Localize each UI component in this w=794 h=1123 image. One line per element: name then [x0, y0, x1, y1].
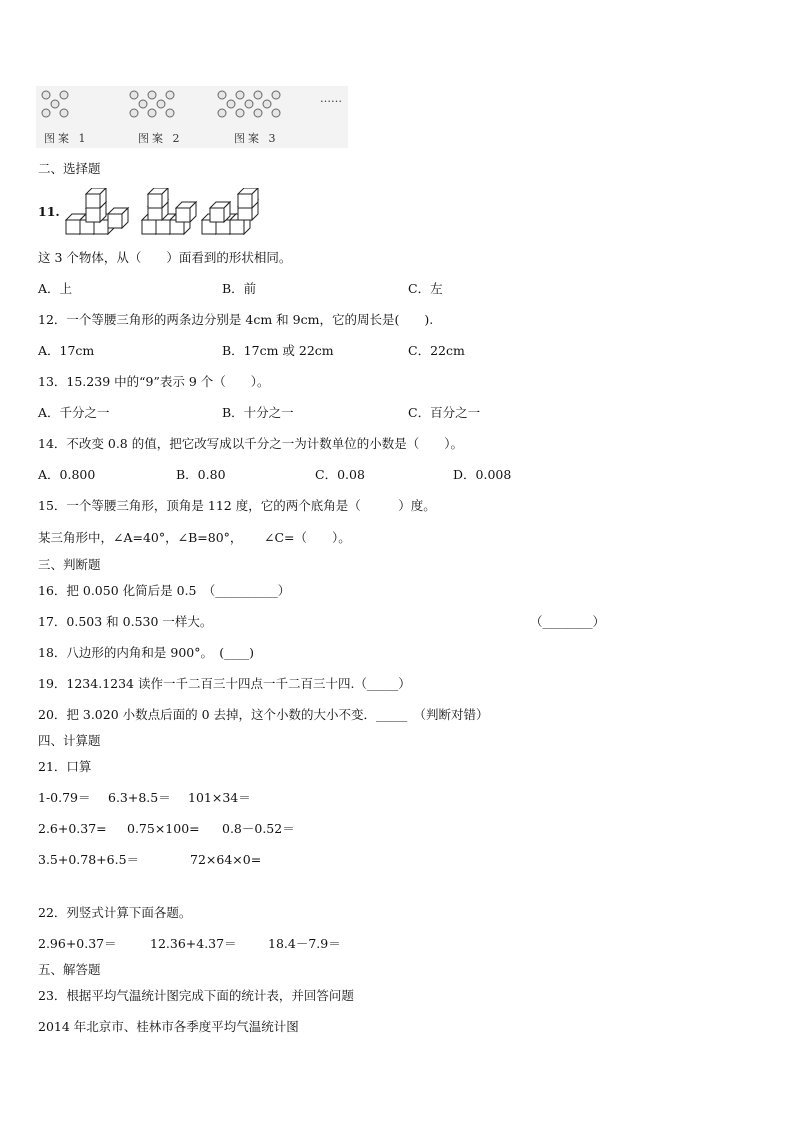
calc-item: 0.8－0.52＝ — [222, 821, 295, 836]
q11-option-a: A．上 — [38, 281, 73, 296]
q14-option-d: D．0.008 — [453, 467, 512, 482]
pattern-3-dots — [216, 90, 286, 118]
q23-text: 23．根据平均气温统计图完成下面的统计表，并回答问题 — [38, 988, 354, 1003]
vertical-calc-item: 12.36+4.37＝ — [150, 936, 237, 951]
q15b-text: 某三角形中，∠A=40°，∠B=80°， — [38, 530, 243, 545]
q21-title: 21．口算 — [38, 759, 92, 774]
q20-text: 20．把 3.020 小数点后面的 0 去掉，这个小数的大小不变．_____ （判断对错） — [38, 707, 489, 722]
q12-option-b: B．17cm 或 22cm — [222, 343, 334, 358]
q14-option-c: C．0.08 — [315, 467, 365, 482]
chart-caption: 2014 年北京市、桂林市各季度平均气温统计图 — [38, 1019, 299, 1034]
calc-item: 72×64×0= — [190, 852, 262, 867]
q12-stem: 12．一个等腰三角形的两条边分别是 4cm 和 9cm，它的周长是( ). — [38, 312, 434, 327]
q14-option-b: B．0.80 — [176, 467, 226, 482]
q17-answer-blank: （________） — [530, 614, 606, 629]
q17-text: 17．0.503 和 0.530 一样大。 — [38, 614, 213, 629]
q11-option-c: C．左 — [408, 281, 443, 296]
q11-option-b: B．前 — [222, 281, 257, 296]
calc-item: 3.5+0.78+6.5＝ — [38, 852, 140, 867]
q19-text: 19．1234.1234 读作一千二百三十四点一千二百三十四.（_____） — [38, 676, 411, 691]
pattern-label-1: 图案 1 — [44, 132, 89, 145]
section-heading-choice: 二、选择题 — [38, 161, 101, 176]
q15-stem: 15．一个等腰三角形，顶角是 112 度，它的两个底角是（ ）度。 — [38, 498, 436, 513]
q13-option-c: C．百分之一 — [408, 405, 481, 420]
q11-stem: 这 3 个物体，从（ ）面看到的形状相同。 — [38, 250, 292, 265]
calc-item: 2.6+0.37= — [38, 821, 107, 836]
q12-option-c: C．22cm — [408, 343, 465, 358]
q18-text: 18．八边形的内角和是 900°。 (____) — [38, 645, 254, 660]
pattern-label-3: 图案 3 — [234, 132, 279, 145]
section-heading-calculation: 四、计算题 — [38, 733, 101, 748]
q13-option-b: B．十分之一 — [222, 405, 294, 420]
section-heading-judgement: 三、判断题 — [38, 557, 101, 572]
pattern-1-dots — [40, 90, 74, 118]
calc-item: 6.3+8.5＝ — [108, 790, 171, 805]
vertical-calc-item: 18.4－7.9＝ — [268, 936, 341, 951]
q22-title: 22．列竖式计算下面各题。 — [38, 905, 192, 920]
q14-option-a: A．0.800 — [38, 467, 96, 482]
q16-text: 16．把 0.050 化简后是 0.5 （__________） — [38, 583, 291, 598]
q13-stem: 13．15.239 中的“9”表示 9 个（ ）。 — [38, 374, 270, 389]
q13-option-a: A．千分之一 — [38, 405, 110, 420]
vertical-calc-item: 2.96+0.37＝ — [38, 936, 117, 951]
q14-stem: 14．不改变 0.8 的值，把它改写成以千分之一为计数单位的小数是（ ）。 — [38, 436, 463, 451]
section-heading-application: 五、解答题 — [38, 962, 101, 977]
q15b-answer-blank: ∠C=（ ）。 — [264, 530, 351, 545]
pattern-label-2: 图案 2 — [138, 132, 183, 145]
calc-item: 101×34＝ — [188, 790, 251, 805]
pattern-figure — [36, 86, 348, 148]
q12-option-a: A．17cm — [38, 343, 95, 358]
pattern-2-dots — [128, 90, 180, 118]
q11-number: 11. — [38, 204, 60, 219]
pattern-ellipsis: …… — [320, 92, 342, 105]
calc-item: 0.75×100= — [127, 821, 200, 836]
calc-item: 1-0.79＝ — [38, 790, 91, 805]
cube-figures — [62, 188, 262, 240]
